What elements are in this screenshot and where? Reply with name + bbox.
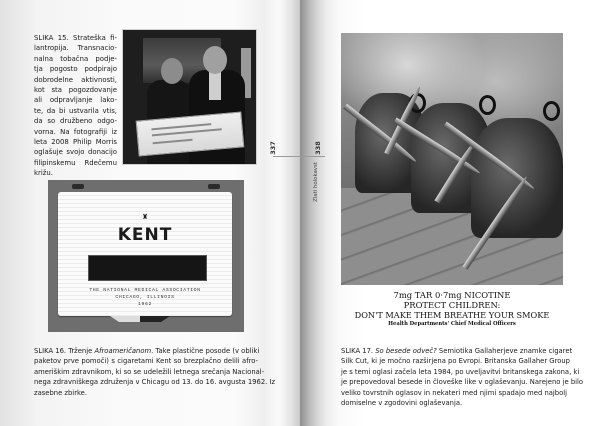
page-number-right: 338: [313, 141, 322, 155]
figure-15-photo: [122, 29, 257, 165]
caption-line: leta 2008 Philip Morris: [34, 138, 117, 147]
figure-17-ad-image: [341, 33, 563, 285]
scissors-ring-icon: [479, 95, 496, 115]
caption-text: SLIKA 16. Trženje: [34, 347, 95, 355]
scissors-ring-icon: [543, 101, 560, 121]
caption-line: domiselne v zgodovini oglaševanja.: [341, 399, 463, 408]
caption-line: kot sta pogozdovanje: [34, 86, 117, 95]
caption-line: ali odpravljanje lako-: [34, 96, 117, 105]
caption-line: križu.: [34, 169, 53, 178]
caption-line: je prepovedoval besede in človeške like v oglaševanju. Narejeno je bilo: [341, 378, 584, 387]
caption-line: Silk Cut, ki je močno razširjena po Evropi. Britanska Gallaher Group: [341, 357, 570, 366]
plaque-black-bar: [88, 255, 207, 281]
ad-line-1: 7mg TAR 0·7mg NICOTINE: [393, 290, 511, 300]
caption-italic: So besede odveč?: [375, 347, 437, 355]
figure-16-photo: [48, 180, 244, 332]
caption-line: paketov prve pomoči) s cigaretami Kent so brezplačno delili afro-: [34, 357, 258, 366]
caption-line: ameriškim zdravnikom, ki so se udeležili letnega srečanja Nacional-: [34, 367, 265, 376]
caption-line: zasebne zbirke.: [34, 388, 88, 397]
caption-text: . Take plastične posode (v obliki: [151, 347, 260, 355]
running-head: Zlati holokavst: [313, 162, 319, 202]
caption-line: oglašuje svojo donacijo: [34, 148, 117, 157]
caption-text: Semiotika Gallaherjeve znamke cigaret: [436, 347, 573, 355]
figure-17-caption: [341, 346, 584, 408]
caption-line: SLIKA 15. Strateška fi-: [34, 34, 117, 42]
header-rule: [273, 156, 325, 157]
clip: [72, 184, 84, 189]
caption-text: SLIKA 17.: [341, 347, 376, 355]
caption-line: filipinskemu Rdečemu: [34, 158, 117, 167]
caption-line: [341, 346, 573, 356]
kent-plaque: [58, 192, 232, 316]
caption-line: tja pogosto podpirajo: [34, 65, 117, 74]
caption-italic: Afroameričanom: [94, 347, 152, 355]
figure-16-caption: [34, 346, 276, 398]
caption-line: da so družbeno odgo-: [34, 117, 117, 126]
caption-line: [34, 346, 258, 356]
photo-person-right-head: [203, 46, 227, 74]
caption-line: vorna. Na fotografiji iz: [34, 127, 117, 136]
plaque-line-2: CHICAGO, ILLINOIS: [115, 295, 175, 300]
plaque-line-1: THE NATIONAL MEDICAL ASSOCIATION: [89, 288, 201, 293]
plaque-tab: [110, 316, 170, 322]
plaque-line-3: 1962: [138, 302, 152, 307]
caption-line: lantropija. Transnacio-: [34, 44, 117, 53]
photo-shirt: [209, 72, 221, 100]
crest-icon: ♜: [141, 213, 149, 221]
caption-line: dobrodelne aktivnosti,: [34, 75, 117, 84]
ad-warning-text: [341, 290, 563, 328]
caption-line: nega zdravniškega združenja v Chicagu od 13. do 16. avgusta 1962. Iz: [34, 378, 276, 387]
caption-line: je s temi oglasi začela leta 1984, po uveljavitvi britanskega zakona, ki: [341, 367, 580, 376]
caption-line: te, da bi ustvarila vtis,: [34, 106, 117, 115]
photo-person-left-head: [161, 58, 183, 84]
figure-15-caption: [34, 33, 117, 179]
clip: [208, 184, 220, 189]
caption-line: nalna tobačna podje-: [34, 54, 117, 63]
ad-line-4: Health Departments' Chief Medical Officers: [388, 321, 516, 327]
ad-line-3: DON'T MAKE THEM BREATHE YOUR SMOKE: [354, 310, 550, 320]
kent-logo: KENT: [117, 225, 173, 245]
ad-line-2: PROTECT CHILDREN:: [403, 300, 501, 310]
page-number-left: 337: [268, 141, 277, 155]
caption-line: veliko tovrstnih oglasov in nekateri med njimi spadajo med najbolj: [341, 388, 568, 397]
